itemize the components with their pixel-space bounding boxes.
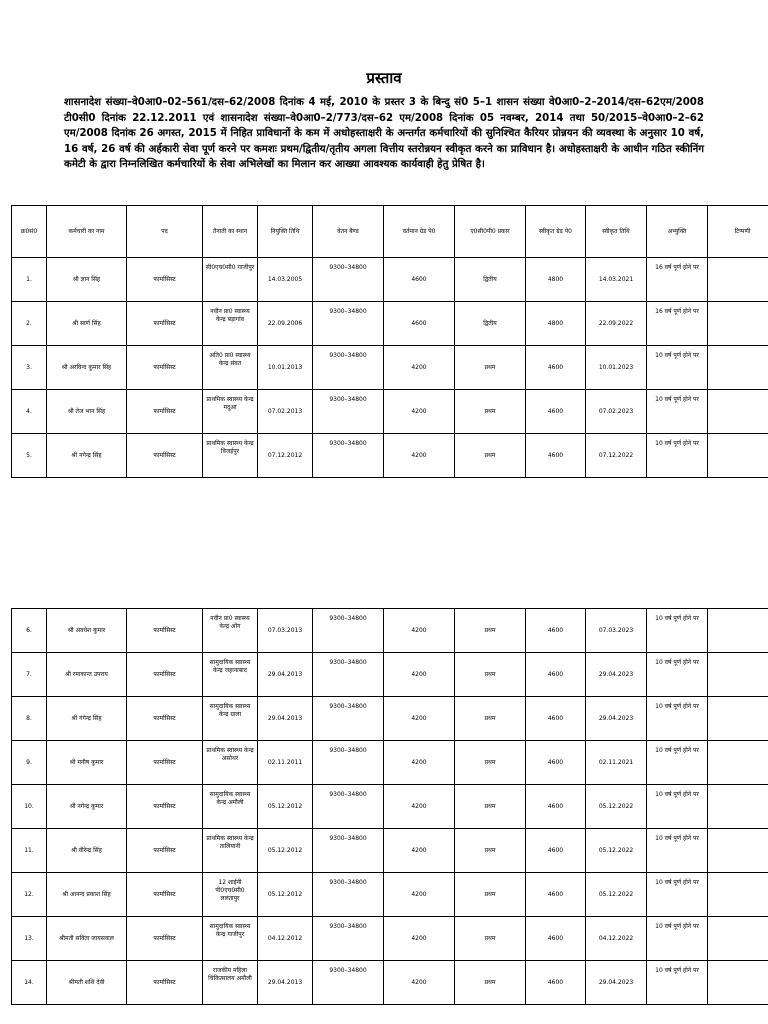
table-cell: 4200 xyxy=(384,741,455,785)
table-cell: 4600 xyxy=(526,741,586,785)
table-cell: 4800 xyxy=(526,258,586,302)
table-cell: प्राथमिक स्वास्थ्य केन्द्र तालियानी xyxy=(203,829,258,873)
intro-paragraph: शासनादेश संख्या–वे0आ0–02–561/दस–62/2008 दिनांक 4 मई, 2010 के प्रस्तर 3 के बिन्दु सं0 5–1 शासन संख्या वे0आ0–2–2014/दस–62एम/2008 टी0सी0 दिनांक 22.12.2011 एवं शासनादेश संख्या–वे0आ0–2/773/दस–62 एम/2008 दिनांक 05 नवम्बर, 2014 तथा 50/2015–वे0आ0–2–62 एम/2008 दिनांक 26 अगस्त, 2015 में निहित प्राविधानों के कम में अधोहस्ताक्षरी के अन्तर्गत कर्मचारियों की सुनिश्चित कैरियर प्रोन्नयन की व्यवस्था के अनुसार 10 वर्ष, 16 वर्ष, 26 वर्ष की अर्हकारी सेवा पूर्ण करने पर कमशः प्रथम/द्वितीय/तृतीय अगला वित्तीय स्तरोन्नयन स्वीकृत करने का प्राविधान है। अधोहस्ताक्षरी के आधीन गठित स्कीनिंग कमेटी के द्वारा निम्नलिखित कर्मचारियों के सेवा अभिलेखों का मिलान कर आख्या आवश्यक कार्यवाही हेतु प्रेषित है। xyxy=(64,97,704,170)
table-header-row xyxy=(12,206,768,258)
table-cell: 10 वर्ष पूर्ण होने पर xyxy=(647,653,708,697)
table-cell: 10.01.2023 xyxy=(586,346,647,390)
column-header: क्र0सं0 xyxy=(12,206,47,258)
column-header: पद xyxy=(127,206,203,258)
table-cell: 9300–34800 xyxy=(313,258,384,302)
table-cell: 10 वर्ष पूर्ण होने पर xyxy=(647,434,708,478)
table-cell: 4600 xyxy=(384,302,455,346)
table-cell: प्रथम xyxy=(455,390,526,434)
table-cell: 9300–34800 xyxy=(313,609,384,653)
table-cell: प्राथमिक स्वास्थ्य केन्द्र मदुआ xyxy=(203,390,258,434)
table-cell: 13. xyxy=(12,917,47,961)
table-cell: श्री वीरेन्द्र सिंह xyxy=(47,829,127,873)
table-cell: 9300–34800 xyxy=(313,653,384,697)
column-header: वेतन बैण्ड xyxy=(313,206,384,258)
table-cell: 02.11.2011 xyxy=(258,741,313,785)
table-cell xyxy=(708,785,768,829)
column-header: ए0सी0पी0 प्रकार xyxy=(455,206,526,258)
table-cell: 10.01.2013 xyxy=(258,346,313,390)
table-cell xyxy=(708,346,768,390)
table-cell xyxy=(708,609,768,653)
table-cell: 04.12.2012 xyxy=(258,917,313,961)
table-cell: श्री ज्ञान सिंह xyxy=(47,258,127,302)
table-row xyxy=(12,741,768,785)
table-cell: फार्मासिस्ट xyxy=(127,741,203,785)
table-cell: फार्मासिस्ट xyxy=(127,697,203,741)
table-cell: 22.09.2006 xyxy=(258,302,313,346)
table-cell: फार्मासिस्ट xyxy=(127,302,203,346)
table-cell: 12 शाईनी पी0एच0सी0 ललतापुर xyxy=(203,873,258,917)
table-row xyxy=(12,653,768,697)
table-cell: प्रथम xyxy=(455,609,526,653)
table-cell: 05.12.2022 xyxy=(586,829,647,873)
table-cell: 05.12.2022 xyxy=(586,785,647,829)
table-cell xyxy=(708,434,768,478)
table-cell: प्राथमिक स्वास्थ्य केन्द्र असोथर xyxy=(203,741,258,785)
table-cell: 04.12.2022 xyxy=(586,917,647,961)
table-cell: श्री रमाकान्त उपराय xyxy=(47,653,127,697)
table-cell: 4600 xyxy=(526,346,586,390)
table-cell: सामुदायिक स्वास्थ्य केन्द्र गाजीपुर xyxy=(203,917,258,961)
table-cell: नवीन प्रा0 स्वास्थ्य केन्द्र बड़ागांव xyxy=(203,302,258,346)
table-cell: प्रथम xyxy=(455,917,526,961)
table-cell: 9300–34800 xyxy=(313,873,384,917)
table-cell: 4600 xyxy=(526,829,586,873)
table-cell: 07.03.2013 xyxy=(258,609,313,653)
table-cell: प्रथम xyxy=(455,785,526,829)
table-cell: फार्मासिस्ट xyxy=(127,829,203,873)
table-cell: 4200 xyxy=(384,346,455,390)
table-cell: नवीन प्रा0 स्वास्थ्य केन्द्र ओंग xyxy=(203,609,258,653)
table-cell: 14.03.2021 xyxy=(586,258,647,302)
table-cell: 4200 xyxy=(384,873,455,917)
table-cell: 07.02.2023 xyxy=(586,390,647,434)
table-cell: 4600 xyxy=(526,785,586,829)
table-cell: 10 वर्ष पूर्ण होने पर xyxy=(647,609,708,653)
table-cell: प्रथम xyxy=(455,961,526,1005)
table-row xyxy=(12,873,768,917)
table-cell: प्रथम xyxy=(455,434,526,478)
table-cell: 12. xyxy=(12,873,47,917)
table-cell: 10. xyxy=(12,785,47,829)
column-header: तैनाती का स्थान xyxy=(203,206,258,258)
table-cell: 4200 xyxy=(384,609,455,653)
table-cell: 10 वर्ष पूर्ण होने पर xyxy=(647,741,708,785)
table-cell: 7. xyxy=(12,653,47,697)
table-cell: श्रीमती सविता जायसवाल xyxy=(47,917,127,961)
table-cell: श्री नगेन्द्र कुमार xyxy=(47,785,127,829)
table-row xyxy=(12,961,768,1005)
column-header: वर्तमान ग्रेड पे0 xyxy=(384,206,455,258)
table-cell xyxy=(708,741,768,785)
table-cell: 4200 xyxy=(384,829,455,873)
table-cell: 05.12.2012 xyxy=(258,829,313,873)
table-cell: सामुदायिक स्वास्थ्य केन्द्र ग्राला xyxy=(203,697,258,741)
table-cell xyxy=(708,917,768,961)
table-cell: 9300–34800 xyxy=(313,302,384,346)
table-cell: 8. xyxy=(12,697,47,741)
table-cell: श्री अरविन्द कुमार सिंह xyxy=(47,346,127,390)
table-cell: 22.09.2022 xyxy=(586,302,647,346)
table-cell: 10 वर्ष पूर्ण होने पर xyxy=(647,873,708,917)
table-cell xyxy=(708,390,768,434)
table-cell: फार्मासिस्ट xyxy=(127,258,203,302)
table-cell: 4600 xyxy=(526,961,586,1005)
document-title: प्रस्ताव xyxy=(366,69,402,87)
table-cell: 9300–34800 xyxy=(313,785,384,829)
table-cell: फार्मासिस्ट xyxy=(127,609,203,653)
table-cell: 9300–34800 xyxy=(313,741,384,785)
table-cell: फार्मासिस्ट xyxy=(127,961,203,1005)
table-cell: 4200 xyxy=(384,390,455,434)
table-cell: 4200 xyxy=(384,961,455,1005)
table-cell: श्री गंगेन्द्र सिंह xyxy=(47,697,127,741)
table-cell: 05.12.2012 xyxy=(258,785,313,829)
table-cell: फार्मासिस्ट xyxy=(127,434,203,478)
table-cell: 4200 xyxy=(384,653,455,697)
table-cell: 4200 xyxy=(384,785,455,829)
table-cell: 6. xyxy=(12,609,47,653)
table-cell: 3. xyxy=(12,346,47,390)
table-cell: 29.04.2023 xyxy=(586,653,647,697)
table-cell: 14. xyxy=(12,961,47,1005)
table-row xyxy=(12,258,768,302)
table-cell: 29.04.2013 xyxy=(258,697,313,741)
table-cell: प्रथम xyxy=(455,829,526,873)
table-cell: 10 वर्ष पूर्ण होने पर xyxy=(647,829,708,873)
table-cell: 29.04.2013 xyxy=(258,653,313,697)
table-cell: फार्मासिस्ट xyxy=(127,785,203,829)
table-cell: 4200 xyxy=(384,917,455,961)
table-cell: 4600 xyxy=(526,434,586,478)
table-row xyxy=(12,697,768,741)
table-cell: 10 वर्ष पूर्ण होने पर xyxy=(647,961,708,1005)
table-cell: 07.03.2023 xyxy=(586,609,647,653)
table-cell: 29.04.2023 xyxy=(586,961,647,1005)
table-cell: 4600 xyxy=(526,390,586,434)
table-cell: 10 वर्ष पूर्ण होने पर xyxy=(647,390,708,434)
table-cell: राजकीय महिला चिकित्सालय अमौली xyxy=(203,961,258,1005)
table-row xyxy=(12,434,768,478)
table-cell: 9300–34800 xyxy=(313,829,384,873)
table-cell: फार्मासिस्ट xyxy=(127,873,203,917)
table-cell: 4600 xyxy=(526,609,586,653)
table-cell: 02.11.2021 xyxy=(586,741,647,785)
table-cell: 4600 xyxy=(384,258,455,302)
table-cell: 4800 xyxy=(526,302,586,346)
table-cell: सी0एच0सी0 गाजीपुर xyxy=(203,258,258,302)
table-cell: द्वितीय xyxy=(455,258,526,302)
table-cell: 9300–34800 xyxy=(313,434,384,478)
column-header: स्वीकृत ग्रेड पे0 xyxy=(526,206,586,258)
table-cell xyxy=(708,829,768,873)
table-row xyxy=(12,346,768,390)
acp-table-page-2 xyxy=(11,608,768,1005)
table-row xyxy=(12,390,768,434)
column-header: अभ्युक्ति xyxy=(647,206,708,258)
table-cell: प्रथम xyxy=(455,653,526,697)
table-cell: श्री नगेन्द्र सिंह xyxy=(47,434,127,478)
table-cell: 4. xyxy=(12,390,47,434)
table-row xyxy=(12,609,768,653)
table-cell: 4600 xyxy=(526,917,586,961)
table-cell: 16 वर्ष पूर्ण होने पर xyxy=(647,258,708,302)
column-header: स्वीकृत तिथि xyxy=(586,206,647,258)
table-cell: फार्मासिस्ट xyxy=(127,346,203,390)
table-cell: 29.04.2013 xyxy=(258,961,313,1005)
table-row xyxy=(12,917,768,961)
table-cell: प्रथम xyxy=(455,346,526,390)
table-cell: श्री तेज भान सिंह xyxy=(47,390,127,434)
table-cell: द्वितीय xyxy=(455,302,526,346)
table-row xyxy=(12,785,768,829)
column-header: टिप्पणी xyxy=(708,206,768,258)
table-cell: 16 वर्ष पूर्ण होने पर xyxy=(647,302,708,346)
table-cell: 4200 xyxy=(384,434,455,478)
table-cell: अति0 प्रा0 स्वास्थ्य केन्द्र संवत xyxy=(203,346,258,390)
table-cell: 4200 xyxy=(384,697,455,741)
table-cell: 9. xyxy=(12,741,47,785)
table-cell: प्रथम xyxy=(455,741,526,785)
table-cell xyxy=(708,961,768,1005)
table-cell: 5. xyxy=(12,434,47,478)
table-cell: 29.04.2023 xyxy=(586,697,647,741)
table-cell: 1. xyxy=(12,258,47,302)
table-cell: 10 वर्ष पूर्ण होने पर xyxy=(647,917,708,961)
table-cell: 10 वर्ष पूर्ण होने पर xyxy=(647,346,708,390)
column-header: नियुक्ति तिथि xyxy=(258,206,313,258)
table-cell: 9300–34800 xyxy=(313,697,384,741)
table-cell: श्रीमती शशि देवी xyxy=(47,961,127,1005)
table-cell: 11. xyxy=(12,829,47,873)
table-cell: फार्मासिस्ट xyxy=(127,917,203,961)
table-cell: प्रथम xyxy=(455,697,526,741)
table-cell: 9300–34800 xyxy=(313,346,384,390)
table-cell: 10 वर्ष पूर्ण होने पर xyxy=(647,785,708,829)
table-cell xyxy=(708,302,768,346)
table-cell: सामुदायिक स्वास्थ्य केन्द्र अमौली xyxy=(203,785,258,829)
table-cell: 05.12.2022 xyxy=(586,873,647,917)
table-row xyxy=(12,302,768,346)
table-cell xyxy=(708,258,768,302)
column-header: कर्मचारी का नाम xyxy=(47,206,127,258)
table-cell: श्री आनन्द प्रकाश सिंह xyxy=(47,873,127,917)
table-cell: 07.12.2012 xyxy=(258,434,313,478)
table-cell: 14.03.2005 xyxy=(258,258,313,302)
table-cell: 07.02.2013 xyxy=(258,390,313,434)
table-cell: 4600 xyxy=(526,697,586,741)
table-cell: सामुदायिक स्वास्थ्य केन्द्र जहानाबाद xyxy=(203,653,258,697)
table-cell xyxy=(708,653,768,697)
table-cell: 05.12.2012 xyxy=(258,873,313,917)
table-cell: श्री मनीष कुमार xyxy=(47,741,127,785)
table-row xyxy=(12,829,768,873)
table-cell: 4600 xyxy=(526,653,586,697)
table-cell: श्री स्वर्ण सिंह xyxy=(47,302,127,346)
table-cell: 2. xyxy=(12,302,47,346)
table-cell: 9300–34800 xyxy=(313,390,384,434)
table-cell: फार्मासिस्ट xyxy=(127,390,203,434)
acp-table-page-1 xyxy=(11,205,768,478)
table-cell: प्रथम xyxy=(455,873,526,917)
table-cell: 07.12.2022 xyxy=(586,434,647,478)
table-cell: फार्मासिस्ट xyxy=(127,653,203,697)
table-cell: 9300–34800 xyxy=(313,917,384,961)
table-cell: प्राथमिक स्वास्थ्य केन्द्र विजईपुर xyxy=(203,434,258,478)
table-cell: 4600 xyxy=(526,873,586,917)
table-cell: 10 वर्ष पूर्ण होने पर xyxy=(647,697,708,741)
table-cell: श्री अवधेश कुमार xyxy=(47,609,127,653)
table-cell xyxy=(708,873,768,917)
table-cell xyxy=(708,697,768,741)
table-cell: 9300–34800 xyxy=(313,961,384,1005)
